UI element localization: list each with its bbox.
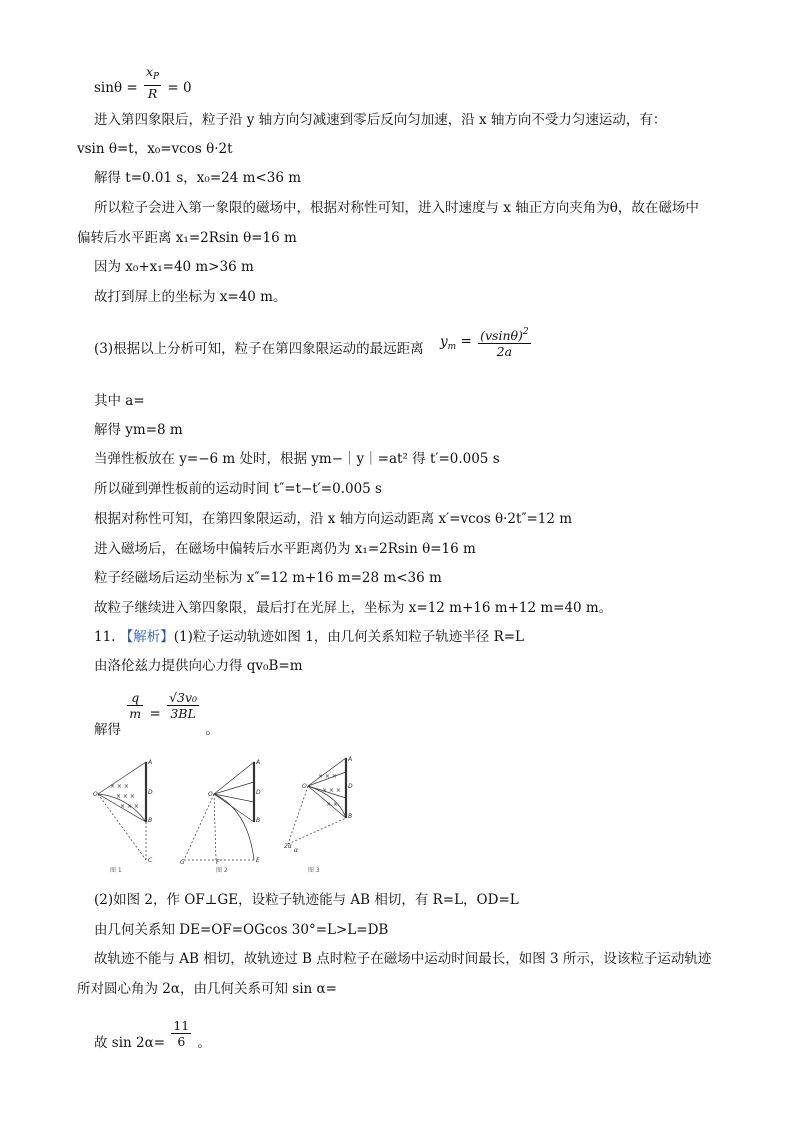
equation-sin-2alpha: 故 sin 2α= $\frac{11}{6}$ 。 xyxy=(94,1018,212,1051)
text-line-21: 由几何关系知 DE=OF=OGcos 30°=L>L=DB xyxy=(94,922,389,938)
fig1-point-d: D xyxy=(148,789,153,796)
fraction-sqrt3v0-3bl: $\frac{\text{√3v₀}}{3BL}$ xyxy=(169,690,198,721)
text-line-3: 解得 t=0.01 s，x₀=24 m<36 m xyxy=(94,170,301,186)
text-line-5: 偏转后水平距离 x₁=2Rsin θ=16 m xyxy=(77,230,297,246)
svg-text:× × ×: × × × xyxy=(322,787,341,794)
fig3-angle-alpha: α xyxy=(294,847,298,854)
svg-text:× × ×: × × × xyxy=(120,803,139,810)
fraction-xp-over-r: $\frac{x_P}{R}$ xyxy=(145,64,160,101)
fig2-point-b: B xyxy=(256,817,261,824)
fig1-point-o: O xyxy=(93,791,98,798)
figure-2 xyxy=(184,762,254,860)
fig2-point-o: O xyxy=(208,791,213,798)
fraction-11-6: $\frac{11}{6}$ xyxy=(173,1018,190,1049)
fig1-point-b: B xyxy=(148,817,153,824)
fraction-ym: $\frac{(vsin\theta)^2}{2a}$ xyxy=(480,327,529,359)
text-line-23: 所对圆心角为 2α，由几何关系可知 sin α= xyxy=(77,981,337,997)
text-line-6: 因为 x₀+x₁=40 m>36 m xyxy=(94,259,254,275)
text-line-18: 由洛伦兹力提供向心力得 qv₀B=m xyxy=(94,658,303,674)
equation-sin-theta: sinθ = $\frac{x_P}{R}$ = 0 xyxy=(94,64,192,101)
text-line-22: 故轨迹不能与 AB 相切，故轨迹过 B 点时粒子在磁场中运动时间最长，如图 3 所示，设该粒子运动轨迹 xyxy=(94,951,712,967)
text-line-1: 进入第四象限后，粒子沿 y 轴方向匀减速到零后反向匀加速，沿 x 轴方向不受力匀速运动，有： xyxy=(94,112,667,128)
fig1-caption: 图 1 xyxy=(110,867,122,874)
text-line-12: 所以碰到弹性板前的运动时间 t″=t−t′=0.005 s xyxy=(94,481,382,497)
fig2-point-g: G xyxy=(180,859,185,866)
svg-text:× ×: × × xyxy=(326,801,338,808)
svg-text:× × ×: × × × xyxy=(318,773,337,780)
fig3-caption: 图 3 xyxy=(308,867,320,874)
figures-panel xyxy=(88,752,388,880)
fig2-point-f: F xyxy=(216,859,220,866)
svg-text:× × ×: × × × xyxy=(116,793,135,800)
figure-3 xyxy=(288,758,346,844)
text-line-7: 故打到屏上的坐标为 x=40 m。 xyxy=(94,289,287,305)
text-line-15: 粒子经磁场后运动坐标为 x″=12 m+16 m=28 m<36 m xyxy=(94,570,442,586)
figure-1 xyxy=(98,762,146,860)
text-line-17: 11. 【解析】(1)粒子运动轨迹如图 1，由几何关系知粒子轨迹半径 R=L xyxy=(94,629,525,645)
fraction-q-m: $\frac{q}{m}$ xyxy=(129,690,142,721)
fig2-point-d: D xyxy=(256,789,261,796)
text-line-4: 所以粒子会进入第一象限的磁场中，根据对称性可知，进入时速度与 x 轴正方向夹角为θ，故在磁场中 xyxy=(94,200,699,216)
fig3-angle-2alpha: 2α xyxy=(284,843,292,850)
equation-q-over-m: 解得 $\frac{q}{m}$ = $\frac{\text{√3v₀}}{3BL}$ 。 xyxy=(94,690,219,738)
text-line-9: 其中 a= xyxy=(94,393,145,409)
fig2-point-e: E xyxy=(256,857,260,864)
fig2-caption: 图 2 xyxy=(216,867,228,874)
fig2-point-a: A xyxy=(256,759,261,766)
equation-ym: $y_m$ = $\frac{(vsin\theta)^2}{2a}$ xyxy=(440,327,529,359)
fig3-point-b: B xyxy=(348,813,353,820)
fig1-point-a: A xyxy=(148,759,153,766)
fig3-point-d: D xyxy=(348,783,353,790)
text-line-8: (3)根据以上分析可知，粒子在第四象限运动的最远距离 xyxy=(94,341,424,357)
text-line-14: 进入磁场后，在磁场中偏转后水平距离仍为 x₁=2Rsin θ=16 m xyxy=(94,541,476,557)
text-line-10: 解得 ym=8 m xyxy=(94,422,183,438)
text-line-20: (2)如图 2，作 OF⊥GE，设粒子轨迹能与 AB 相切，有 R=L，OD=L xyxy=(94,892,519,908)
text-line-13: 根据对称性可知，在第四象限运动，沿 x 轴方向运动距离 x′=vcos θ·2t″=12 m xyxy=(94,511,573,527)
fig3-point-a: A xyxy=(348,756,353,763)
text-line-16: 故粒子继续进入第四象限，最后打在光屏上，坐标为 x=12 m+16 m+12 m=40 m。 xyxy=(94,600,613,616)
text-line-2: vsin θ=t，x₀=vcos θ·2t xyxy=(77,141,233,157)
fig1-point-c: C xyxy=(148,857,153,864)
figures-svg xyxy=(88,752,388,880)
text-line-11: 当弹性板放在 y=−6 m 处时，根据 ym−｜y｜=at² 得 t′=0.005 s xyxy=(94,451,500,467)
svg-text:× × ×: × × × xyxy=(110,783,129,790)
analysis-tag: 【解析】 xyxy=(119,629,174,645)
fig3-point-o: O xyxy=(302,783,307,790)
